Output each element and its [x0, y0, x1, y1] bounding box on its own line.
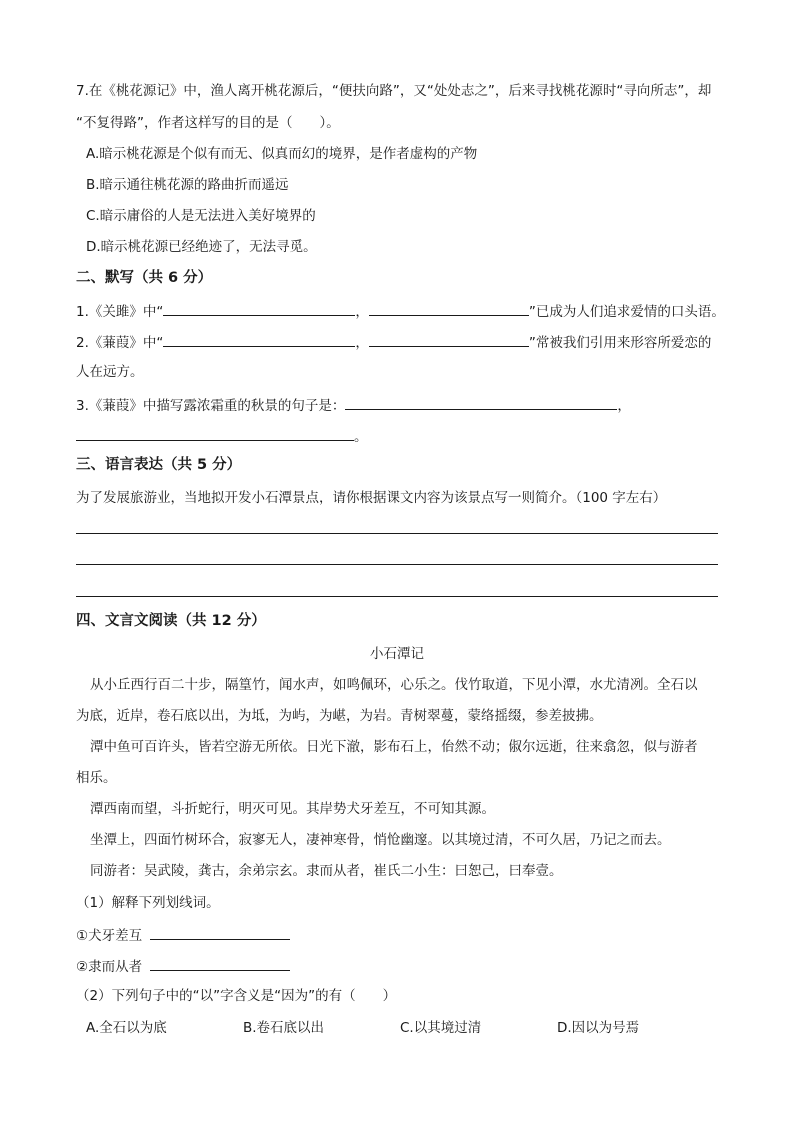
s2-q2-suffix: ”常被我们引用来形容所爱恋的: [528, 335, 712, 351]
passage-line-5: 潭西南而望，斗折蛇行，明灭可见。其岸势犬牙差互，不可知其源。: [90, 801, 495, 817]
passage-line-6: 坐潭上，四面竹树环合，寂寥无人，凄神寒骨，悄怆幽邃。以其境过清，不可久居，乃记之而去。: [90, 832, 671, 848]
answer-line-1[interactable]: [76, 533, 718, 534]
s2-q1: [76, 301, 725, 321]
passage-line-3: 潭中鱼可百许头，皆若空游无所依。日光下澈，影布石上，佁然不动；俶尔远逝，往来翕忽，似与游者: [90, 739, 698, 755]
word-item-2-label: ②隶而从者: [76, 959, 143, 975]
sub-question-2: （2）下列句子中的“以”字含义是“因为”的有（ ）: [76, 988, 397, 1004]
s2-q2-blank-1[interactable]: [163, 332, 355, 347]
q7-option-b: B.暗示通往桃花源的路曲折而遥远: [86, 177, 289, 193]
sub-question-1: （1）解释下列划线词。: [76, 895, 220, 911]
choice-d: D.因以为号焉: [557, 1020, 640, 1036]
s2-q3-comma: ，: [617, 398, 631, 414]
s2-q3-line2: [76, 426, 368, 446]
s2-q1-suffix: ”已成为人们追求爱情的口头语。: [528, 304, 725, 320]
section3-heading: 三、语言表达（共 5 分）: [76, 457, 242, 473]
q7-stem-line1: 7.在《桃花源记》中，渔人离开桃花源后，“便扶向路”，又“处处志之”，后来寻找桃花源时“寻向所志”，却: [76, 83, 712, 99]
s2-q1-comma: ，: [355, 304, 369, 320]
q7-option-c: C.暗示庸俗的人是无法进入美好境界的: [86, 208, 316, 224]
passage-title: 小石潭记: [370, 646, 424, 662]
s2-q3: [76, 395, 631, 415]
section2-heading: 二、默写（共 6 分）: [76, 270, 213, 286]
section4-heading: 四、文言文阅读（共 12 分）: [76, 613, 266, 629]
s2-q1-blank-1[interactable]: [163, 301, 355, 316]
s2-q1-blank-2[interactable]: [369, 301, 529, 316]
word-item-1: [76, 925, 290, 945]
q7-option-d: D.暗示桃花源已经绝迹了，无法寻觅。: [86, 239, 317, 255]
s2-q3-blank-2[interactable]: [76, 426, 354, 441]
s2-q2-comma: ，: [355, 335, 369, 351]
s2-q2-blank-2[interactable]: [369, 332, 529, 347]
choice-c: C.以其境过清: [400, 1020, 482, 1036]
passage-line-7: 同游者：吴武陵，龚古，余弟宗玄。隶而从者，崔氏二小生：曰恕己，曰奉壹。: [90, 863, 563, 879]
s2-q3-blank-1[interactable]: [345, 395, 617, 410]
s2-q2: [76, 332, 711, 352]
choice-b: B.卷石底以出: [243, 1020, 325, 1036]
word-item-2-blank[interactable]: [150, 956, 290, 971]
s2-q2-prefix: 2.《蒹葭》中“: [76, 335, 164, 351]
choice-a: A.全石以为底: [86, 1020, 167, 1036]
q7-stem-line2: “不复得路”，作者这样写的目的是（ ）。: [76, 115, 340, 131]
q7-option-a: A.暗示桃花源是个似有而无、似真而幻的境界，是作者虚构的产物: [86, 146, 478, 162]
s2-q3-prefix: 3.《蒹葭》中描写露浓霜重的秋景的句子是：: [76, 398, 346, 414]
section3-prompt: 为了发展旅游业，当地拟开发小石潭景点，请你根据课文内容为该景点写一则简介。（100 字左右）: [76, 490, 667, 506]
word-item-1-label: ①犬牙差互: [76, 928, 143, 944]
answer-line-2[interactable]: [76, 564, 718, 565]
passage-line-1: 从小丘西行百二十步，隔篁竹，闻水声，如鸣佩环，心乐之。伐竹取道，下见小潭，水尤清冽。全石以: [90, 677, 698, 693]
answer-line-3[interactable]: [76, 596, 718, 597]
s2-q2-line2: 人在远方。: [76, 364, 144, 380]
word-item-2: [76, 956, 290, 976]
s2-q3-end: 。: [354, 429, 368, 445]
passage-line-4: 相乐。: [76, 770, 117, 786]
s2-q1-prefix: 1.《关雎》中“: [76, 304, 164, 320]
word-item-1-blank[interactable]: [150, 925, 290, 940]
passage-line-2: 为底，近岸，卷石底以出，为坻，为屿，为嵁，为岩。青树翠蔓，蒙络摇缀，参差披拂。: [76, 708, 603, 724]
